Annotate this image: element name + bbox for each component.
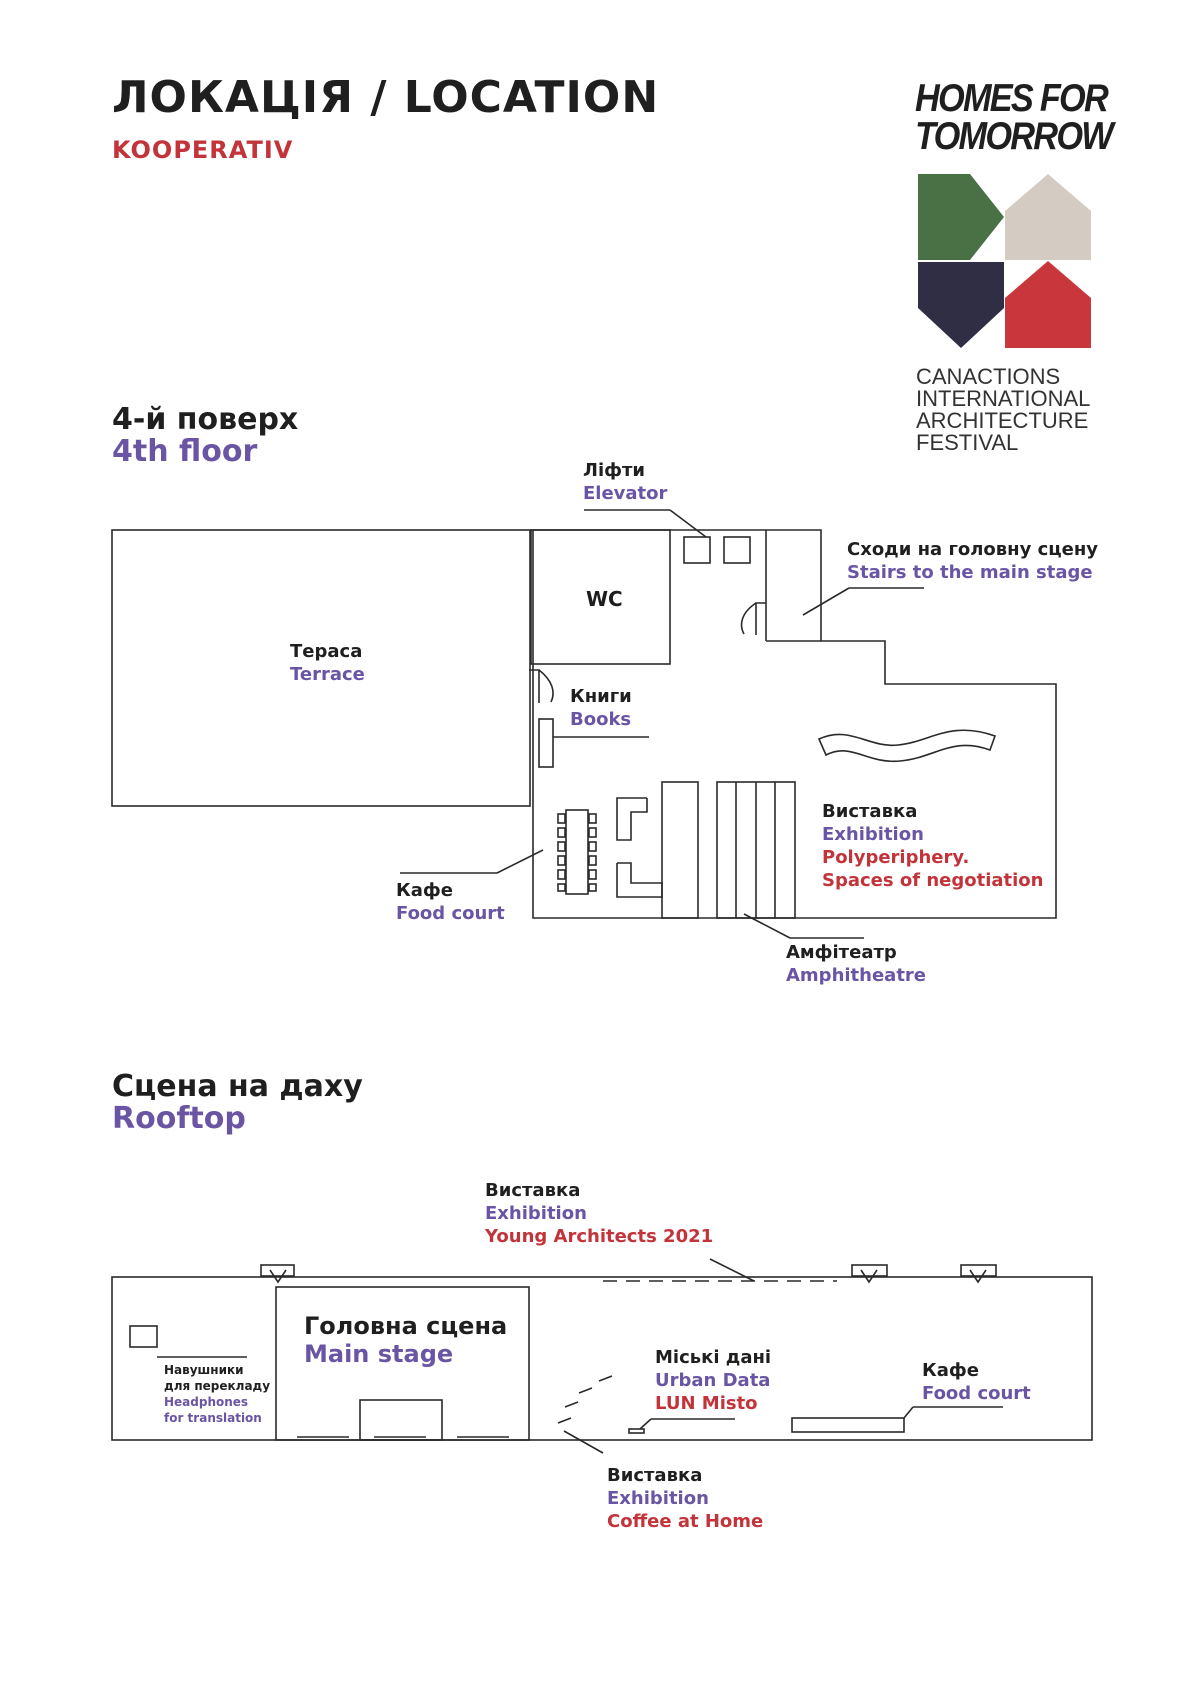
label-en: Food court bbox=[396, 903, 505, 924]
label-uk: Виставка bbox=[822, 801, 918, 822]
label-headphones bbox=[164, 1362, 270, 1426]
label-en: Exhibition bbox=[485, 1203, 587, 1224]
label-urban-data bbox=[655, 1346, 771, 1415]
label-en: Stairs to the main stage bbox=[847, 562, 1093, 583]
counter-top bbox=[617, 798, 647, 840]
leader-stairs bbox=[803, 588, 849, 615]
label-uk: Амфітеатр bbox=[786, 942, 897, 963]
elevator-1 bbox=[684, 537, 710, 563]
logo-sub-line: INTERNATIONAL bbox=[916, 386, 1091, 411]
label-uk: Сходи на головну сцену bbox=[847, 539, 1098, 560]
speaker-1 bbox=[261, 1265, 294, 1276]
label-en: Exhibition bbox=[607, 1488, 709, 1509]
label-uk: для перекладу bbox=[164, 1379, 271, 1393]
festival-logo-mark bbox=[918, 174, 1091, 348]
label-en: Elevator bbox=[583, 483, 668, 504]
label-en: Food court bbox=[922, 1383, 1031, 1404]
section-rooftop-uk: Сцена на даху bbox=[112, 1069, 363, 1104]
label-en: Exhibition bbox=[822, 824, 924, 845]
label-uk: Тераса bbox=[290, 641, 363, 662]
section-rooftop bbox=[112, 1071, 363, 1135]
stage-podium bbox=[360, 1400, 442, 1440]
label-exhibit-name: Spaces of negotiation bbox=[822, 870, 1044, 891]
headphones-box bbox=[130, 1326, 157, 1347]
label-en: Books bbox=[570, 709, 632, 730]
festival-logo-subtitle bbox=[916, 366, 1090, 454]
label-uk: Навушники bbox=[164, 1363, 244, 1377]
logo-green-arrow bbox=[918, 174, 1004, 260]
logo-sub-line: ARCHITECTURE bbox=[916, 408, 1089, 433]
label-young-architects bbox=[485, 1179, 713, 1248]
leader-urban bbox=[640, 1419, 651, 1429]
food-counter bbox=[792, 1418, 904, 1432]
label-exhibit-name: Young Architects 2021 bbox=[485, 1226, 714, 1247]
label-exhibition bbox=[822, 800, 1043, 892]
speaker-3 bbox=[961, 1265, 996, 1276]
label-en: Main stage bbox=[304, 1340, 454, 1368]
label-uk: Кафе bbox=[396, 880, 453, 901]
speaker-2 bbox=[852, 1265, 887, 1276]
counter-bottom bbox=[617, 863, 662, 897]
label-exhibit-name: LUN Misto bbox=[655, 1393, 758, 1414]
logo-line-2: TOMORROW bbox=[915, 115, 1112, 158]
label-en: Amphitheatre bbox=[786, 965, 927, 986]
coffee-dash-1 bbox=[599, 1376, 612, 1381]
label-elevator bbox=[583, 459, 667, 505]
food-chairs bbox=[558, 814, 596, 891]
logo-sub-line: CANACTIONS bbox=[916, 364, 1061, 389]
label-uk: Головна сцена bbox=[304, 1312, 508, 1340]
label-coffee-at-home bbox=[607, 1464, 763, 1533]
books-shelf bbox=[539, 719, 553, 767]
label-stairs bbox=[847, 538, 1098, 584]
wc-label: WC bbox=[586, 587, 623, 611]
label-uk: Міські дані bbox=[655, 1347, 772, 1368]
urban-data-marker bbox=[629, 1429, 644, 1433]
stair-door bbox=[742, 603, 766, 635]
label-exhibit-name: Polyperiphery. bbox=[822, 847, 970, 868]
leader-rooftop-food bbox=[904, 1407, 913, 1418]
exhibition-wave bbox=[819, 730, 995, 761]
label-main-stage bbox=[304, 1312, 507, 1368]
label-en: Headphones bbox=[164, 1395, 249, 1409]
label-food-court bbox=[396, 879, 505, 925]
logo-navy-shield bbox=[918, 262, 1004, 348]
label-uk: Виставка bbox=[485, 1180, 581, 1201]
section-floor4-uk: 4-й поверх bbox=[112, 402, 299, 437]
label-exhibit-name: Coffee at Home bbox=[607, 1511, 764, 1532]
label-en: for translation bbox=[164, 1411, 262, 1425]
leader-coffee bbox=[564, 1431, 603, 1453]
section-rooftop-en: Rooftop bbox=[112, 1101, 246, 1136]
label-uk: Виставка bbox=[607, 1465, 703, 1486]
label-rooftop-food bbox=[922, 1359, 1031, 1405]
section-floor4-en: 4th floor bbox=[112, 434, 258, 469]
logo-line-1: HOMES FOR bbox=[915, 77, 1107, 120]
label-uk: Кафе bbox=[922, 1360, 979, 1381]
label-terrace bbox=[290, 640, 365, 686]
label-en: Terrace bbox=[290, 664, 365, 685]
label-en: Urban Data bbox=[655, 1370, 771, 1391]
label-uk: Книги bbox=[570, 686, 632, 707]
logo-beige-house bbox=[1005, 174, 1091, 260]
label-uk: Ліфти bbox=[583, 460, 646, 481]
amphi-block-1 bbox=[662, 782, 698, 918]
venue-name: KOOPERATIV bbox=[112, 136, 294, 164]
label-books bbox=[570, 685, 632, 731]
elevator-2 bbox=[724, 537, 750, 563]
logo-sub-line: FESTIVAL bbox=[916, 430, 1019, 455]
food-table bbox=[566, 810, 588, 894]
label-amphitheatre bbox=[786, 941, 926, 987]
logo-red-house bbox=[1005, 261, 1091, 348]
section-floor4 bbox=[112, 404, 298, 468]
page-title: ЛОКАЦІЯ / LOCATION bbox=[112, 72, 660, 123]
